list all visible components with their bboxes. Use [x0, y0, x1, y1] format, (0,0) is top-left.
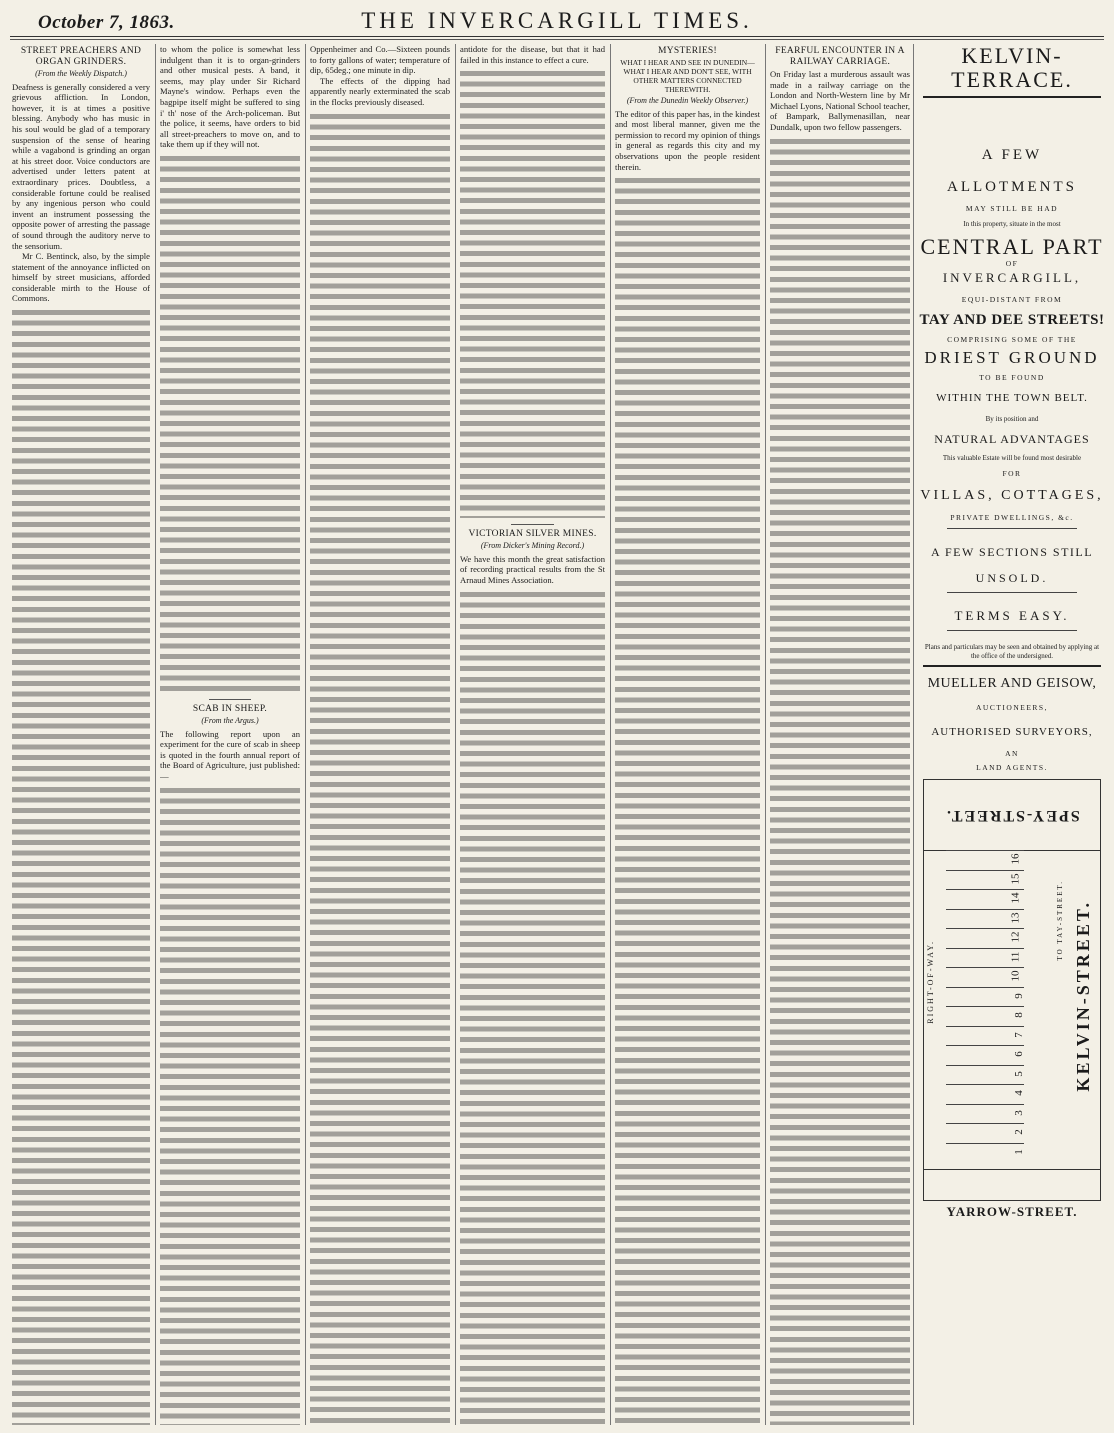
article-separator [209, 699, 251, 700]
ad-unsold: UNSOLD. [975, 571, 1049, 585]
article-text-continued [460, 589, 605, 1425]
ad-streets: TAY AND DEE STREETS! [919, 312, 1105, 328]
ad-rule [923, 96, 1101, 98]
ad-by-position: By its position and [985, 415, 1039, 423]
plan-lot: 9 [946, 987, 1024, 1008]
column-4 [460, 44, 605, 1425]
column-rule [305, 44, 306, 1425]
ad-auctioneers: AUCTIONEERS, [976, 703, 1048, 712]
masthead [10, 6, 1104, 37]
article-heading-scab-in-sheep: SCAB IN SHEEP. [192, 703, 268, 714]
article-paragraph: antidote for the disease, but that it had failed in this instance to effect a cure. [460, 44, 605, 65]
plan-lot: 16 [946, 850, 1024, 871]
article-source: (From the Dunedin Weekly Observer.) [626, 96, 749, 105]
ad-rule [947, 528, 1077, 529]
ad-within-belt: WITHIN THE TOWN BELT. [936, 392, 1088, 404]
article-paragraph: We have this month the great satisfaction of recording practical results from the St Arnaud Mines Association. [460, 553, 605, 585]
plan-spey-street: SPEY-STREET. [924, 780, 1100, 851]
ad-an: AN [1005, 749, 1019, 758]
ad-to-be-found: TO BE FOUND [979, 373, 1045, 382]
article-text-continued [12, 307, 150, 1425]
ad-driest-ground: DRIEST GROUND [924, 348, 1100, 367]
ad-comprising: COMPRISING SOME OF THE [947, 335, 1077, 344]
article-text-continued [310, 111, 450, 1425]
plan-lot: 14 [946, 889, 1024, 910]
plan-lot: 3 [946, 1104, 1024, 1125]
plan-right-of-way: RIGHT-OF-WAY. [926, 940, 935, 1024]
ad-of: OF [1005, 259, 1019, 268]
ad-central-part: CENTRAL PART [920, 234, 1104, 259]
ad-yarrow-street: YARROW-STREET. [946, 1204, 1078, 1219]
article-source: (From Dicker's Mining Record.) [480, 541, 585, 551]
article-paragraph: Oppenheimer and Co.—Sixteen pounds to forty gallons of water; temperature of dip, 65deg.; one minute in dip. [310, 44, 450, 76]
ad-villas: VILLAS, COTTAGES, [920, 488, 1104, 503]
plan-to-tay-street: TO TAY-STREET. [1056, 880, 1064, 961]
article-paragraph: Deafness is generally considered a very grievous affliction. In London, however, it is at times a positive blessing. Anybody who has music in his soul would be glad of a temporary suspension of the sense of hearing while a vagabond is grinding an organ at his street door. Voice conductors are advertised under letters patent at extraordinary prices. Doubtless, a considerable fortune could be realised by any ingenious person who could invent an instrument possessing the opposite power of arresting the passage of sound through the auditory nerve to the sensorium. [12, 81, 150, 251]
ad-surveyors: AUTHORISED SURVEYORS, [931, 726, 1093, 738]
plan-lot: 13 [946, 909, 1024, 930]
article-paragraph: On Friday last a murderous assault was made in a railway carriage on the London and North-Western line by Mr Michael Lyons, National School teacher, of Bampark, Ballymenasillan, near Dundalk, upon two fellow passengers. [770, 69, 910, 132]
article-heading-street-preachers: STREET PREACHERS AND ORGAN GRINDERS. [20, 46, 142, 67]
plan-lots [924, 850, 1044, 1170]
article-separator [511, 524, 555, 525]
allotment-plan [923, 779, 1101, 1201]
ad-allotments: ALLOTMENTS [947, 179, 1077, 195]
article-paragraph: The effects of the dipping had apparently nearly exterminated the scab in the flocks previously diseased. [310, 75, 450, 107]
newspaper-title: THE INVERCARGILL TIMES. [361, 8, 753, 33]
column-rule [155, 44, 156, 1425]
column-3 [310, 44, 450, 1425]
ad-valuable-estate: This valuable Estate will be found most desirable [942, 454, 1082, 462]
plan-lot: 10 [946, 967, 1024, 988]
ad-land-agents: LAND AGENTS. [976, 763, 1048, 772]
column-rule [455, 44, 456, 1425]
article-paragraph: The editor of this paper has, in the kindest and most liberal manner, given me the permission to record my opinion of things in general as regards this city and my observations upon the people resident therein. [615, 108, 760, 172]
kelvin-terrace-advertisement [917, 44, 1107, 1425]
column-rule [913, 44, 914, 1425]
ad-natural-advantages: NATURAL ADVANTAGES [934, 432, 1090, 446]
article-heading-silver-mines: VICTORIAN SILVER MINES. [468, 529, 597, 540]
ad-terms-easy: TERMS EASY. [954, 608, 1070, 623]
article-source: (From the Argus.) [201, 715, 259, 725]
article-paragraph: to whom the police is somewhat less indulgent than it is to organ-grinders and other musical pests. A band, it seems, may play under Sir Richard Mayne's window. Perhaps even the bagpipe itself might be suffered to sing i' th' nose of the Arch-policeman. But the police, it seems, have orders to bid all street-preachers to move on, and to take them up if they will not. [160, 44, 300, 150]
plan-lot: 8 [946, 1006, 1024, 1027]
plan-lot: 6 [946, 1045, 1024, 1066]
masthead-rule [10, 39, 1104, 40]
article-heading-mysteries: MYSTERIES! [658, 46, 717, 56]
column-1 [12, 44, 150, 1425]
ad-plans-particulars: Plans and particulars may be seen and obtained by applying at the office of the undersigned. [924, 643, 1100, 660]
article-text-continued [160, 153, 300, 693]
column-rule [765, 44, 766, 1425]
plan-lot: 7 [946, 1026, 1024, 1047]
ad-rule [923, 665, 1101, 667]
article-text-continued [615, 175, 760, 1425]
plan-lot: 1 [946, 1143, 1024, 1164]
article-subheading: WHAT I HEAR AND SEE IN DUNEDIN—WHAT I HEAR AND DON'T SEE, WITH OTHER MATTERS CONNECTED THEREWITH. [620, 58, 755, 94]
plan-lot: 5 [946, 1065, 1024, 1086]
issue-date: October 7, 1863. [38, 12, 175, 33]
ad-in-property: In this property, situate in the most [963, 220, 1061, 228]
ad-invercargill: INVERCARGILL, [942, 270, 1082, 285]
ad-title: KELVIN-TERRACE. [951, 44, 1073, 92]
plan-kelvin-street: KELVIN-STREET. [1073, 900, 1093, 1092]
ad-a-few: A FEW [981, 147, 1043, 163]
plan-lot: 2 [946, 1123, 1024, 1144]
ad-rule [947, 592, 1077, 593]
article-source: (From the Weekly Dispatch.) [35, 69, 127, 78]
ad-few-sections: A FEW SECTIONS STILL [930, 545, 1094, 559]
column-6 [770, 44, 910, 1425]
ad-rule [947, 630, 1077, 631]
ad-firm-name: MUELLER AND GEISOW, [927, 676, 1097, 691]
ad-equidistant: EQUI-DISTANT FROM [961, 295, 1063, 304]
article-paragraph: Mr C. Bentinck, also, by the simple statement of the annoyance inflicted on himself by street musicians, afforded considerable mirth to the House of Commons. [12, 251, 150, 304]
column-2 [160, 44, 300, 1425]
article-text-continued [160, 785, 300, 1426]
plan-lot: 15 [946, 870, 1024, 891]
article-text-continued [770, 136, 910, 1425]
plan-lot: 4 [946, 1084, 1024, 1105]
plan-lot: 12 [946, 928, 1024, 949]
column-5 [615, 44, 760, 1425]
article-text-continued [460, 68, 605, 518]
ad-private-dwellings: PRIVATE DWELLINGS, &c. [950, 513, 1074, 522]
plan-bottom-street [924, 1169, 1100, 1200]
plan-lot: 11 [946, 948, 1024, 969]
ad-for: FOR [1002, 469, 1022, 478]
article-heading-fearful-encounter: FEARFUL ENCOUNTER IN A RAILWAY CARRIAGE. [775, 46, 905, 67]
article-paragraph: The following report upon an experiment for the cure of scab in sheep is quoted in the fourth annual report of the Board of Agriculture, just published:— [160, 728, 300, 781]
ad-may-be-had: MAY STILL BE HAD [965, 204, 1059, 213]
column-rule [610, 44, 611, 1425]
